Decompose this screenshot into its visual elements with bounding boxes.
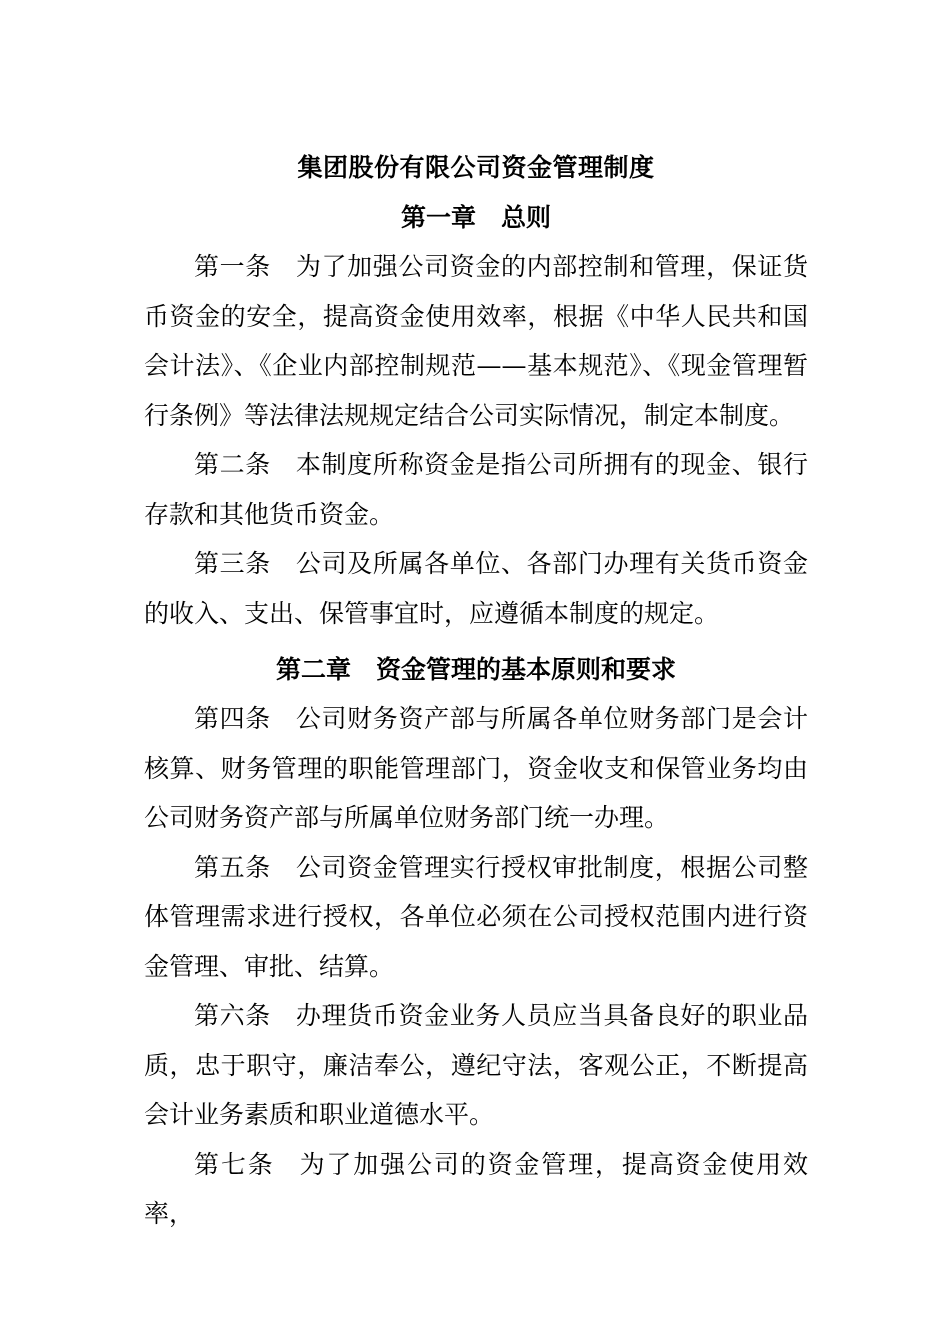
chapter-number: 第一章 [400,203,476,232]
article-7 [144,1140,808,1239]
article-text: 为了加强公司的资金管理，提高资金使用效率， [144,1149,808,1228]
article-text: 公司资金管理实行授权审批制度，根据公司整体管理需求进行授权，各单位必须在公司授权范围内进行资金管理、审批、结算。 [144,852,808,981]
article-text: 本制度所称资金是指公司所拥有的现金、银行存款和其他货币资金。 [144,450,808,529]
article-number: 第一条 [194,252,271,281]
article-text: 公司财务资产部与所属各单位财务部门是会计核算、财务管理的职能管理部门，资金收支和保管业务均由公司财务资产部与所属单位财务部门统一办理。 [144,704,808,832]
article-text: 为了加强公司资金的内部控制和管理，保证货币资金的安全，提高资金使用效率，根据《中华人民共和国会计法》、《企业内部控制规范——基本规范》、《现金管理暂行条例》等法律法规规定结合公司实际情况，制定本制度。 [144,252,808,430]
article-text: 办理货币资金业务人员应当具备良好的职业品质，忠于职守，廉洁奉公，遵纪守法，客观公正，不断提高会计业务素质和职业道德水平。 [144,1001,808,1129]
document-page [144,140,808,1239]
article-6 [144,991,808,1140]
chapter-number: 第二章 [275,655,351,684]
article-number: 第四条 [194,704,271,733]
article-number: 第三条 [194,549,271,578]
chapter-heading [144,200,808,236]
document-title: 集团股份有限公司资金管理制度 [297,153,655,182]
article-number: 第七条 [194,1149,275,1179]
chapter-heading [144,652,808,688]
article-1 [144,242,808,440]
article-number: 第五条 [194,852,271,882]
chapter-2 [144,652,808,1239]
article-number: 第六条 [194,1001,271,1030]
chapter-name: 资金管理的基本原则和要求 [376,655,677,684]
article-4 [144,694,808,843]
article-text: 公司及所属各单位、各部门办理有关货币资金的收入、支出、保管事宜时，应遵循本制度的规定。 [144,549,808,628]
chapter-name: 总则 [501,203,552,232]
article-5 [144,843,808,992]
article-2 [144,440,808,539]
chapter-1 [144,200,808,638]
article-3 [144,539,808,638]
article-number: 第二条 [194,450,271,479]
